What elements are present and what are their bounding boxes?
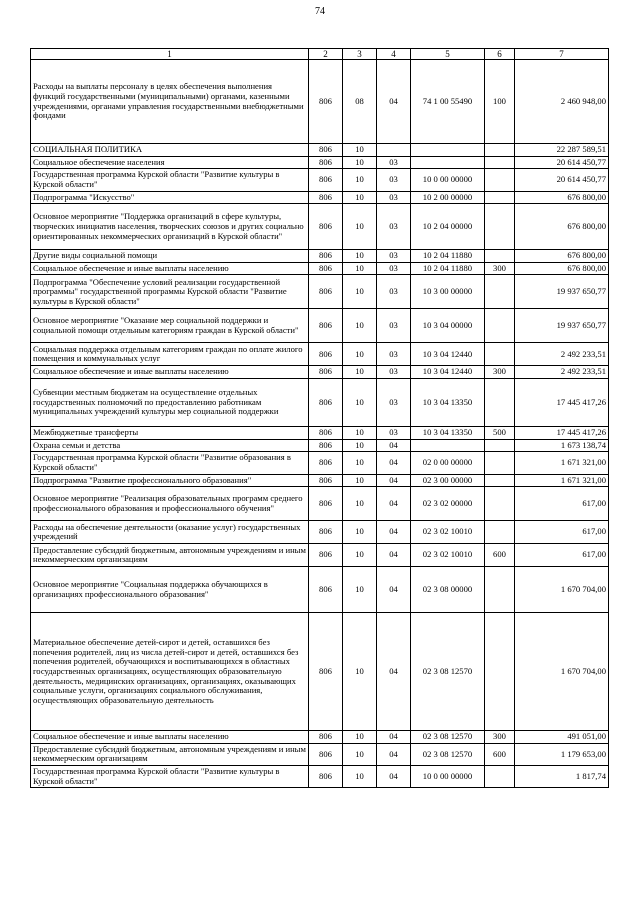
cell-name: Государственная программа Курской области "Развитие культуры в Курской области" xyxy=(31,766,309,788)
cell-vr xyxy=(485,487,515,521)
cell-name: Субвенции местным бюджетам на осуществление отдельных государственных полномочий по предоставлению работникам муниципальных учреждений культуры мер социальной поддержки xyxy=(31,379,309,427)
cell-name: Социальное обеспечение и иные выплаты населению xyxy=(31,366,309,379)
cell-name: Основное мероприятие "Оказание мер социальной поддержки и социальной помощи отдельным категориям граждан в Курской области" xyxy=(31,309,309,343)
cell-pr: 03 xyxy=(377,191,411,204)
cell-grbs: 806 xyxy=(309,250,343,263)
cell-rz: 10 xyxy=(343,731,377,744)
cell-rz: 10 xyxy=(343,452,377,474)
cell-pr: 03 xyxy=(377,427,411,440)
column-header: 6 xyxy=(485,49,515,60)
cell-sum: 22 287 589,51 xyxy=(515,144,609,157)
cell-csr: 10 3 04 12440 xyxy=(411,343,485,366)
column-number-header xyxy=(31,49,609,60)
cell-csr: 02 3 08 12570 xyxy=(411,613,485,731)
cell-rz: 10 xyxy=(343,743,377,765)
cell-sum: 2 492 233,51 xyxy=(515,366,609,379)
cell-pr xyxy=(377,144,411,157)
cell-name: СОЦИАЛЬНАЯ ПОЛИТИКА xyxy=(31,144,309,157)
table-row xyxy=(31,191,609,204)
cell-pr: 04 xyxy=(377,613,411,731)
table-row xyxy=(31,262,609,275)
cell-vr: 100 xyxy=(485,60,515,144)
cell-grbs: 806 xyxy=(309,156,343,169)
cell-sum: 617,00 xyxy=(515,521,609,544)
cell-sum: 20 614 450,77 xyxy=(515,169,609,191)
cell-sum: 2 460 948,00 xyxy=(515,60,609,144)
cell-vr: 600 xyxy=(485,544,515,567)
cell-rz: 10 xyxy=(343,250,377,263)
cell-sum: 676 800,00 xyxy=(515,262,609,275)
table-row xyxy=(31,439,609,452)
cell-vr: 600 xyxy=(485,743,515,765)
cell-pr: 03 xyxy=(377,309,411,343)
cell-grbs: 806 xyxy=(309,379,343,427)
cell-sum: 1 671 321,00 xyxy=(515,452,609,474)
cell-csr: 10 3 04 13350 xyxy=(411,379,485,427)
cell-csr: 10 2 04 11880 xyxy=(411,250,485,263)
cell-grbs: 806 xyxy=(309,439,343,452)
cell-csr: 02 3 02 10010 xyxy=(411,521,485,544)
cell-pr: 03 xyxy=(377,366,411,379)
cell-name: Государственная программа Курской области "Развитие культуры в Курской области" xyxy=(31,169,309,191)
cell-sum: 617,00 xyxy=(515,487,609,521)
table-row xyxy=(31,156,609,169)
table-row xyxy=(31,544,609,567)
cell-grbs: 806 xyxy=(309,613,343,731)
cell-name: Расходы на обеспечение деятельности (оказание услуг) государственных учреждений xyxy=(31,521,309,544)
cell-csr: 10 2 00 00000 xyxy=(411,191,485,204)
cell-rz: 10 xyxy=(343,521,377,544)
cell-pr: 03 xyxy=(377,275,411,309)
cell-pr: 04 xyxy=(377,439,411,452)
cell-pr: 04 xyxy=(377,60,411,144)
cell-sum: 676 800,00 xyxy=(515,250,609,263)
cell-rz: 10 xyxy=(343,169,377,191)
cell-csr: 10 3 04 12440 xyxy=(411,366,485,379)
cell-sum: 617,00 xyxy=(515,544,609,567)
cell-vr xyxy=(485,250,515,263)
cell-rz: 10 xyxy=(343,262,377,275)
page-number: 74 xyxy=(315,6,325,17)
cell-rz: 10 xyxy=(343,191,377,204)
cell-vr xyxy=(485,439,515,452)
cell-name: Основное мероприятие "Социальная поддержка обучающихся в организациях профессионального образования" xyxy=(31,567,309,613)
table-row xyxy=(31,309,609,343)
table-row xyxy=(31,427,609,440)
cell-rz: 10 xyxy=(343,275,377,309)
cell-vr xyxy=(485,275,515,309)
cell-csr: 10 0 00 00000 xyxy=(411,169,485,191)
cell-vr: 300 xyxy=(485,731,515,744)
cell-vr xyxy=(485,144,515,157)
cell-vr xyxy=(485,309,515,343)
cell-pr: 04 xyxy=(377,766,411,788)
cell-name: Материальное обеспечение детей-сирот и детей, оставшихся без попечения родителей, лиц из числа детей-сирот и детей, оставшихся без попечения родителей, обучающихся и воспитывающихся в областных государственных организациях, осуществляющих образовательную деятельность, медицинских организациях, организациях, оказывающих социальные услуги, организациях социального обслуживания, осуществляющих образовательную деятельность xyxy=(31,613,309,731)
cell-grbs: 806 xyxy=(309,204,343,250)
cell-pr: 04 xyxy=(377,521,411,544)
cell-csr: 02 3 08 00000 xyxy=(411,567,485,613)
cell-grbs: 806 xyxy=(309,521,343,544)
table-row xyxy=(31,487,609,521)
cell-name: Другие виды социальной помощи xyxy=(31,250,309,263)
cell-grbs: 806 xyxy=(309,731,343,744)
cell-vr xyxy=(485,379,515,427)
cell-vr xyxy=(485,343,515,366)
cell-vr: 300 xyxy=(485,366,515,379)
cell-pr: 04 xyxy=(377,487,411,521)
cell-sum: 17 445 417,26 xyxy=(515,427,609,440)
cell-vr xyxy=(485,567,515,613)
cell-rz: 08 xyxy=(343,60,377,144)
cell-csr: 02 0 00 00000 xyxy=(411,452,485,474)
cell-csr: 02 3 00 00000 xyxy=(411,474,485,487)
cell-grbs: 806 xyxy=(309,544,343,567)
cell-pr: 04 xyxy=(377,544,411,567)
cell-csr: 10 3 04 00000 xyxy=(411,309,485,343)
cell-name: Социальная поддержка отдельным категориям граждан по оплате жилого помещения и коммунальных услуг xyxy=(31,343,309,366)
table-row xyxy=(31,366,609,379)
cell-sum: 1 670 704,00 xyxy=(515,567,609,613)
column-header: 5 xyxy=(411,49,485,60)
cell-pr: 03 xyxy=(377,379,411,427)
cell-grbs: 806 xyxy=(309,275,343,309)
cell-csr: 10 2 04 00000 xyxy=(411,204,485,250)
table-row xyxy=(31,521,609,544)
cell-name: Межбюджетные трансферты xyxy=(31,427,309,440)
cell-vr xyxy=(485,169,515,191)
cell-name: Социальное обеспечение и иные выплаты населению xyxy=(31,262,309,275)
cell-csr: 02 3 02 00000 xyxy=(411,487,485,521)
cell-csr: 10 3 00 00000 xyxy=(411,275,485,309)
cell-csr: 10 2 04 11880 xyxy=(411,262,485,275)
cell-name: Социальное обеспечение населения xyxy=(31,156,309,169)
cell-vr xyxy=(485,766,515,788)
cell-grbs: 806 xyxy=(309,262,343,275)
cell-name: Государственная программа Курской области "Развитие образования в Курской области" xyxy=(31,452,309,474)
cell-grbs: 806 xyxy=(309,144,343,157)
cell-csr: 74 1 00 55490 xyxy=(411,60,485,144)
cell-name: Подпрограмма "Искусство" xyxy=(31,191,309,204)
cell-grbs: 806 xyxy=(309,309,343,343)
cell-csr xyxy=(411,439,485,452)
column-header: 1 xyxy=(31,49,309,60)
table-row xyxy=(31,474,609,487)
cell-pr: 03 xyxy=(377,262,411,275)
cell-rz: 10 xyxy=(343,309,377,343)
cell-rz: 10 xyxy=(343,379,377,427)
cell-pr: 04 xyxy=(377,731,411,744)
cell-rz: 10 xyxy=(343,343,377,366)
cell-pr: 04 xyxy=(377,452,411,474)
cell-sum: 1 817,74 xyxy=(515,766,609,788)
table-row xyxy=(31,379,609,427)
cell-grbs: 806 xyxy=(309,169,343,191)
cell-sum: 19 937 650,77 xyxy=(515,275,609,309)
cell-grbs: 806 xyxy=(309,567,343,613)
cell-rz: 10 xyxy=(343,366,377,379)
cell-grbs: 806 xyxy=(309,191,343,204)
column-header: 7 xyxy=(515,49,609,60)
cell-vr xyxy=(485,452,515,474)
table-row xyxy=(31,275,609,309)
cell-grbs: 806 xyxy=(309,366,343,379)
cell-sum: 491 051,00 xyxy=(515,731,609,744)
cell-vr xyxy=(485,191,515,204)
cell-sum: 1 671 321,00 xyxy=(515,474,609,487)
cell-vr xyxy=(485,474,515,487)
cell-csr xyxy=(411,156,485,169)
table-row xyxy=(31,60,609,144)
cell-csr: 02 3 08 12570 xyxy=(411,743,485,765)
cell-grbs: 806 xyxy=(309,60,343,144)
cell-rz: 10 xyxy=(343,204,377,250)
table-row xyxy=(31,766,609,788)
cell-grbs: 806 xyxy=(309,766,343,788)
cell-rz: 10 xyxy=(343,439,377,452)
table-row xyxy=(31,452,609,474)
cell-vr xyxy=(485,204,515,250)
cell-name: Социальное обеспечение и иные выплаты населению xyxy=(31,731,309,744)
table-row xyxy=(31,343,609,366)
cell-csr xyxy=(411,144,485,157)
table-row xyxy=(31,743,609,765)
cell-pr: 04 xyxy=(377,743,411,765)
cell-pr: 03 xyxy=(377,343,411,366)
cell-grbs: 806 xyxy=(309,487,343,521)
cell-sum: 676 800,00 xyxy=(515,191,609,204)
table-row xyxy=(31,567,609,613)
table-row xyxy=(31,204,609,250)
cell-pr: 03 xyxy=(377,169,411,191)
column-header: 2 xyxy=(309,49,343,60)
cell-vr: 500 xyxy=(485,427,515,440)
table-row xyxy=(31,613,609,731)
cell-csr: 02 3 08 12570 xyxy=(411,731,485,744)
cell-sum: 17 445 417,26 xyxy=(515,379,609,427)
cell-pr: 03 xyxy=(377,204,411,250)
cell-sum: 1 179 653,00 xyxy=(515,743,609,765)
cell-sum: 20 614 450,77 xyxy=(515,156,609,169)
table-row xyxy=(31,169,609,191)
cell-rz: 10 xyxy=(343,474,377,487)
cell-pr: 04 xyxy=(377,474,411,487)
table-row xyxy=(31,250,609,263)
cell-name: Охрана семьи и детства xyxy=(31,439,309,452)
cell-name: Подпрограмма "Развитие профессионального образования" xyxy=(31,474,309,487)
cell-rz: 10 xyxy=(343,487,377,521)
budget-table xyxy=(30,48,609,788)
cell-name: Расходы на выплаты персоналу в целях обеспечения выполнения функций государственными (муниципальными) органами, казенными учреждениями, органами управления государственными внебюджетными фондами xyxy=(31,60,309,144)
cell-sum: 676 800,00 xyxy=(515,204,609,250)
cell-rz: 10 xyxy=(343,613,377,731)
cell-sum: 19 937 650,77 xyxy=(515,309,609,343)
table-row xyxy=(31,144,609,157)
column-header: 4 xyxy=(377,49,411,60)
cell-name: Основное мероприятие "Реализация образовательных программ среднего профессионального образования и профессионального обучения" xyxy=(31,487,309,521)
cell-vr xyxy=(485,521,515,544)
cell-rz: 10 xyxy=(343,766,377,788)
cell-vr xyxy=(485,613,515,731)
cell-pr: 03 xyxy=(377,250,411,263)
cell-csr: 10 3 04 13350 xyxy=(411,427,485,440)
cell-grbs: 806 xyxy=(309,343,343,366)
cell-pr: 04 xyxy=(377,567,411,613)
column-header: 3 xyxy=(343,49,377,60)
cell-sum: 1 670 704,00 xyxy=(515,613,609,731)
cell-vr xyxy=(485,156,515,169)
cell-name: Предоставление субсидий бюджетным, автономным учреждениям и иным некоммерческим организациям xyxy=(31,743,309,765)
cell-sum: 1 673 138,74 xyxy=(515,439,609,452)
cell-csr: 02 3 02 10010 xyxy=(411,544,485,567)
cell-name: Подпрограмма "Обеспечение условий реализации государственной программы" государственной программы Курской области "Развитие культуры в Курской области" xyxy=(31,275,309,309)
cell-grbs: 806 xyxy=(309,743,343,765)
cell-vr: 300 xyxy=(485,262,515,275)
cell-pr: 03 xyxy=(377,156,411,169)
cell-rz: 10 xyxy=(343,156,377,169)
cell-name: Предоставление субсидий бюджетным, автономным учреждениям и иным некоммерческим организациям xyxy=(31,544,309,567)
cell-rz: 10 xyxy=(343,427,377,440)
cell-rz: 10 xyxy=(343,544,377,567)
cell-sum: 2 492 233,51 xyxy=(515,343,609,366)
cell-csr: 10 0 00 00000 xyxy=(411,766,485,788)
cell-grbs: 806 xyxy=(309,474,343,487)
cell-rz: 10 xyxy=(343,144,377,157)
table-row xyxy=(31,731,609,744)
cell-grbs: 806 xyxy=(309,452,343,474)
cell-grbs: 806 xyxy=(309,427,343,440)
cell-rz: 10 xyxy=(343,567,377,613)
cell-name: Основное мероприятие "Поддержка организаций в сфере культуры, творческих инициатив населения, творческих союзов и других социально ориентированных некоммерческих организаций в Курской области" xyxy=(31,204,309,250)
